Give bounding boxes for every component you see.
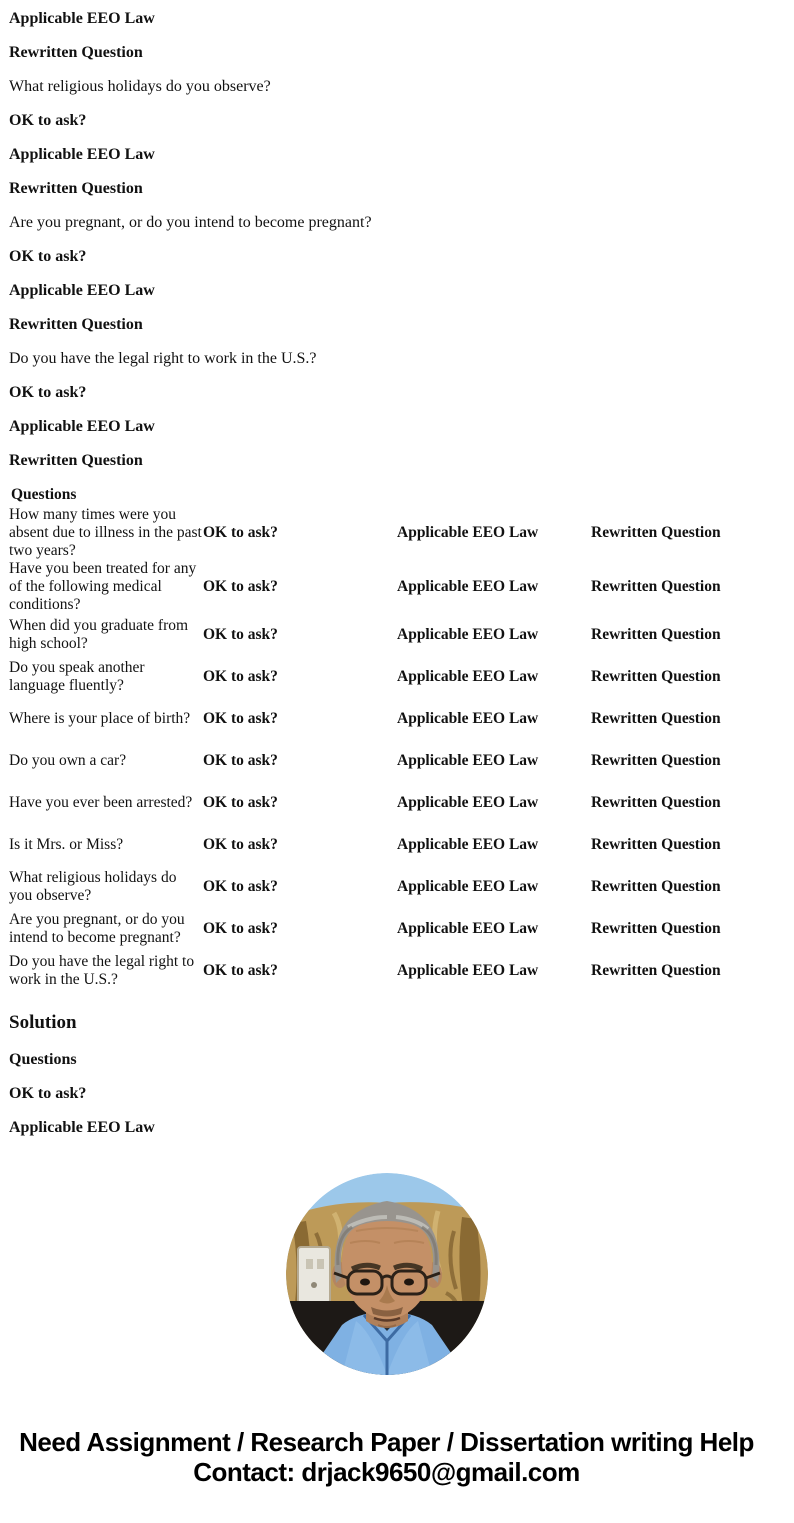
intro-question: Are you pregnant, or do you intend to become pregnant? <box>9 214 372 231</box>
ok-to-ask-cell: OK to ask? <box>203 578 278 595</box>
eeo-law-cell: Applicable EEO Law <box>397 920 539 937</box>
ok-to-ask-cell: OK to ask? <box>203 710 278 727</box>
question-cell: Do you have the legal right to work in the U.S.? <box>9 953 195 988</box>
question-cell: When did you graduate from high school? <box>9 617 189 652</box>
intro-paragraph: OK to ask? <box>9 112 87 129</box>
rewritten-question-cell: Rewritten Question <box>591 668 721 685</box>
solution-line: OK to ask? <box>9 1085 87 1102</box>
intro-paragraph: Applicable EEO Law <box>9 146 155 163</box>
rewritten-question-cell: Rewritten Question <box>591 836 721 853</box>
ok-to-ask-cell: OK to ask? <box>203 668 278 685</box>
rewritten-question-cell: Rewritten Question <box>591 626 721 643</box>
question-cell: Do you own a car? <box>9 752 127 769</box>
question-cell: Where is your place of birth? <box>9 710 191 727</box>
table-row <box>9 698 785 740</box>
ok-to-ask-cell: OK to ask? <box>203 794 278 811</box>
eeo-law-cell: Applicable EEO Law <box>397 710 539 727</box>
question-cell: Have you ever been arrested? <box>9 794 193 811</box>
intro-paragraph: OK to ask? <box>9 384 87 401</box>
rewritten-question-cell: Rewritten Question <box>591 752 721 769</box>
eeo-law-cell: Applicable EEO Law <box>397 878 539 895</box>
question-cell: Do you speak another language fluently? <box>9 659 145 694</box>
ok-to-ask-cell: OK to ask? <box>203 962 278 979</box>
intro-paragraph: Rewritten Question <box>9 180 143 197</box>
solution-line: Questions <box>9 1051 77 1068</box>
table-row <box>9 506 785 560</box>
questions-table-header: Questions <box>11 486 77 503</box>
eeo-law-cell: Applicable EEO Law <box>397 752 539 769</box>
intro-paragraph: Rewritten Question <box>9 452 143 469</box>
person-photo-illustration <box>286 1173 488 1375</box>
table-row <box>9 782 785 824</box>
table-row <box>9 866 785 908</box>
intro-question: What religious holidays do you observe? <box>9 78 271 95</box>
question-cell: How many times were you absent due to illness in the past two years? <box>9 506 202 559</box>
ok-to-ask-cell: OK to ask? <box>203 524 278 541</box>
intro-paragraph: Applicable EEO Law <box>9 418 155 435</box>
tutor-avatar-container <box>9 1173 764 1375</box>
footer-banner <box>9 1427 764 1514</box>
ok-to-ask-cell: OK to ask? <box>203 878 278 895</box>
tutor-photo <box>286 1173 488 1375</box>
rewritten-question-cell: Rewritten Question <box>591 878 721 895</box>
intro-paragraph: OK to ask? <box>9 248 87 265</box>
eeo-law-cell: Applicable EEO Law <box>397 626 539 643</box>
eeo-law-cell: Applicable EEO Law <box>397 524 539 541</box>
rewritten-question-cell: Rewritten Question <box>591 920 721 937</box>
intro-paragraph: Applicable EEO Law <box>9 10 155 27</box>
question-cell: What religious holidays do you observe? <box>9 869 177 904</box>
question-cell: Have you been treated for any of the following medical conditions? <box>9 560 197 613</box>
eeo-law-cell: Applicable EEO Law <box>397 578 539 595</box>
table-row <box>9 824 785 866</box>
ok-to-ask-cell: OK to ask? <box>203 836 278 853</box>
table-row <box>9 740 785 782</box>
rewritten-question-cell: Rewritten Question <box>591 710 721 727</box>
eeo-law-cell: Applicable EEO Law <box>397 668 539 685</box>
solution-line: Applicable EEO Law <box>9 1119 155 1136</box>
question-cell: Are you pregnant, or do you intend to become pregnant? <box>9 911 185 946</box>
rewritten-question-cell: Rewritten Question <box>591 578 721 595</box>
eeo-law-cell: Applicable EEO Law <box>397 794 539 811</box>
intro-paragraph: Rewritten Question <box>9 316 143 333</box>
question-cell: Is it Mrs. or Miss? <box>9 836 124 853</box>
rewritten-question-cell: Rewritten Question <box>591 524 721 541</box>
rewritten-question-cell: Rewritten Question <box>591 962 721 979</box>
intro-question: Do you have the legal right to work in the U.S.? <box>9 350 317 367</box>
ok-to-ask-cell: OK to ask? <box>203 626 278 643</box>
table-row <box>9 950 785 992</box>
ok-to-ask-cell: OK to ask? <box>203 752 278 769</box>
help-text: Need Assignment / Research Paper / Dissertation writing Help <box>19 1427 754 1457</box>
eeo-law-cell: Applicable EEO Law <box>397 962 539 979</box>
table-row <box>9 908 785 950</box>
ok-to-ask-cell: OK to ask? <box>203 920 278 937</box>
intro-paragraph: Applicable EEO Law <box>9 282 155 299</box>
table-row <box>9 560 785 614</box>
eeo-law-cell: Applicable EEO Law <box>397 836 539 853</box>
table-row <box>9 614 785 656</box>
questions-table <box>9 506 785 992</box>
intro-paragraph: Rewritten Question <box>9 44 143 61</box>
contact-email: Contact: drjack9650@gmail.com <box>193 1457 580 1487</box>
table-row <box>9 656 785 698</box>
solution-heading: Solution <box>9 1012 77 1033</box>
rewritten-question-cell: Rewritten Question <box>591 794 721 811</box>
